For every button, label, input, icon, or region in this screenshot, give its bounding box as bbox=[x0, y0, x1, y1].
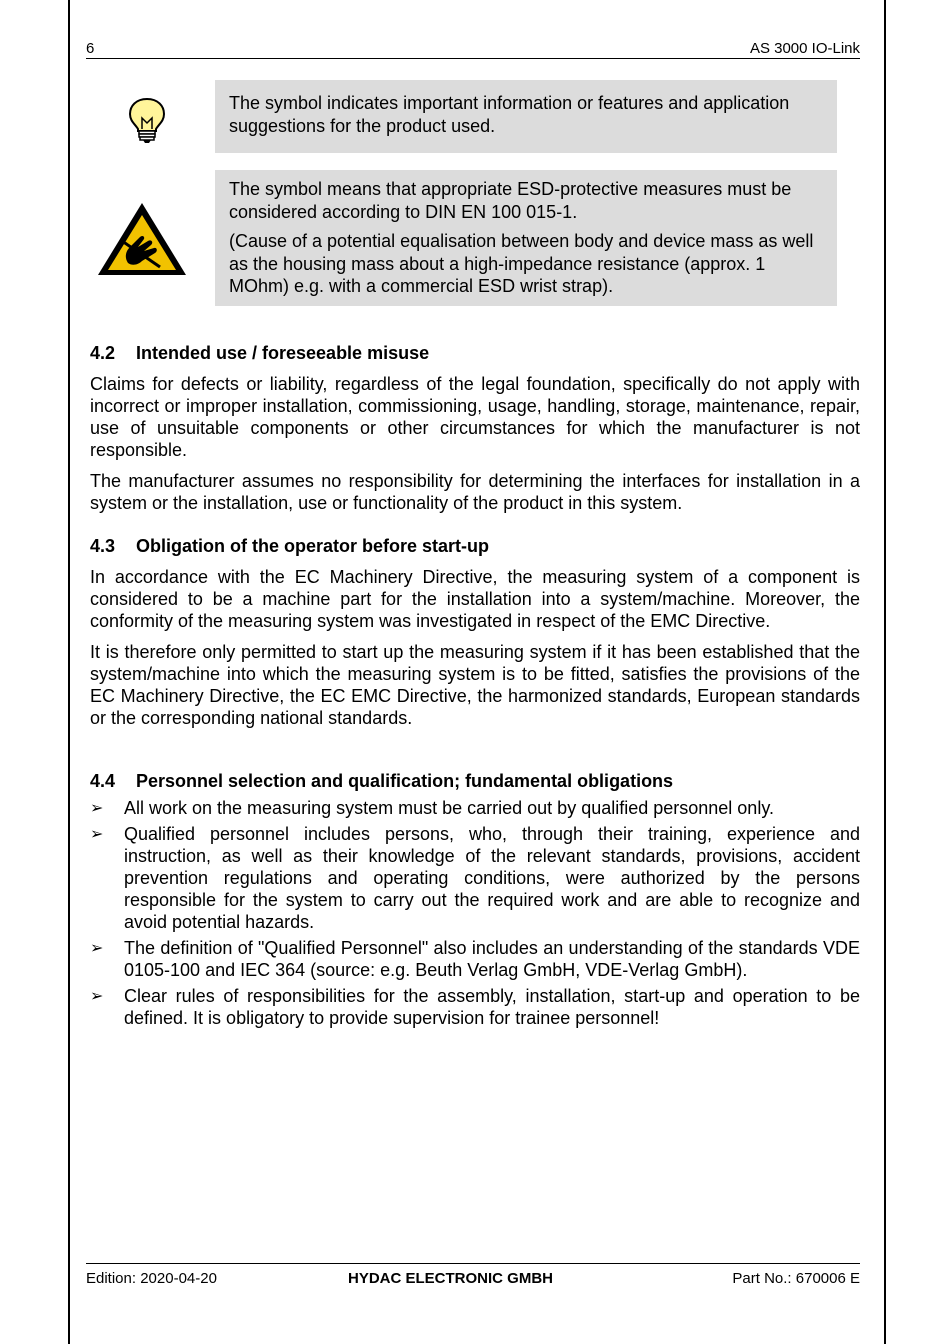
list-item bbox=[90, 823, 860, 933]
arrow-bullet-icon: ➢ bbox=[90, 986, 104, 1005]
doc-title: AS 3000 IO-Link bbox=[749, 40, 860, 57]
section-number: 4.4 bbox=[90, 771, 116, 791]
page-number: 6 bbox=[86, 40, 95, 57]
list-item-text: The definition of "Qualified Personnel" also includes an understanding of the standards VDE 0105-100 and IEC 364 (source: e.g. Beuth Verlag GmbH, VDE-Verlag GmbH). bbox=[124, 938, 860, 980]
esd-note-text-1: The symbol means that appropriate ESD-protective measures must be considered according to DIN EN 100 015-1. bbox=[229, 179, 792, 222]
list-item-text: Clear rules of responsibilities for the assembly, installation, start-up and operation to be defined. It is obligatory to provide supervision for trainee personnel! bbox=[124, 986, 860, 1028]
page-header bbox=[86, 40, 860, 59]
paragraph: The manufacturer assumes no responsibility for determining the interfaces for installation in a system or the installation, use or functionality of the product in this system. bbox=[90, 471, 860, 513]
arrow-bullet-icon: ➢ bbox=[90, 798, 104, 817]
section-4-4 bbox=[90, 770, 860, 1033]
section-number: 4.3 bbox=[90, 536, 116, 556]
list-item bbox=[90, 797, 860, 819]
section-heading bbox=[90, 535, 860, 557]
arrow-bullet-icon: ➢ bbox=[90, 824, 104, 843]
list-item-text: Qualified personnel includes persons, who, through their training, experience and instruction, as well as their knowledge of the relevant standards, provisions, accident prevention regulations and operating conditions, were authorized by the persons responsible for the system to carry out the required work and are able to recognize and avoid potential hazards. bbox=[124, 824, 860, 932]
lightbulb-icon bbox=[126, 96, 168, 144]
esd-note bbox=[215, 170, 837, 306]
section-title: Obligation of the operator before start-up bbox=[136, 536, 490, 556]
list-item bbox=[90, 985, 860, 1029]
section-number: 4.2 bbox=[90, 343, 116, 363]
paragraph: Claims for defects or liability, regardless of the legal foundation, specifically do not apply with incorrect or improper installation, commissioning, usage, handling, storage, maintenance, repair, use of unsuitable components or other circumstances for which the manufacturer is not responsible. bbox=[90, 374, 860, 460]
esd-warning-icon bbox=[96, 201, 188, 277]
arrow-bullet-icon: ➢ bbox=[90, 938, 104, 957]
section-heading bbox=[90, 342, 860, 364]
paragraph: It is therefore only permitted to start up the measuring system if it has been established that the system/machine into which the measuring system is to be fitted, satisfies the provisions of the EC Machinery Directive, the EC EMC Directive, the harmonized standards, European standards or the corresponding national standards. bbox=[90, 642, 860, 728]
esd-note-text-2: (Cause of a potential equalisation between body and device mass as well as the housing mass about a high-impedance resistance (approx. 1 MOhm) e.g. with a commercial ESD wrist strap). bbox=[229, 231, 814, 296]
list-item-text: All work on the measuring system must be carried out by qualified personnel only. bbox=[124, 798, 774, 818]
paragraph: In accordance with the EC Machinery Directive, the measuring system of a component is considered to be a machine part for the installation into a system/machine. Moreover, the conformity of the measuring system was investigated in respect of the EMC Directive. bbox=[90, 567, 860, 631]
section-4-3 bbox=[90, 535, 860, 729]
section-4-2 bbox=[90, 342, 860, 514]
page-border-left bbox=[68, 0, 70, 1344]
page-border-right bbox=[884, 0, 886, 1344]
section-title: Intended use / foreseeable misuse bbox=[136, 343, 430, 363]
info-note-text: The symbol indicates important information or features and application suggestions for the product used. bbox=[229, 93, 790, 136]
section-title: Personnel selection and qualification; fundamental obligations bbox=[136, 771, 674, 791]
edition-date: Edition: 2020-04-20 bbox=[86, 1270, 217, 1287]
section-heading bbox=[90, 770, 860, 792]
part-number: Part No.: 670006 E bbox=[732, 1270, 860, 1287]
company-name: HYDAC ELECTRONIC GMBH bbox=[348, 1270, 553, 1287]
list-item bbox=[90, 937, 860, 981]
info-note bbox=[215, 80, 837, 153]
bullet-list bbox=[90, 797, 860, 1029]
page-footer bbox=[86, 1263, 860, 1288]
